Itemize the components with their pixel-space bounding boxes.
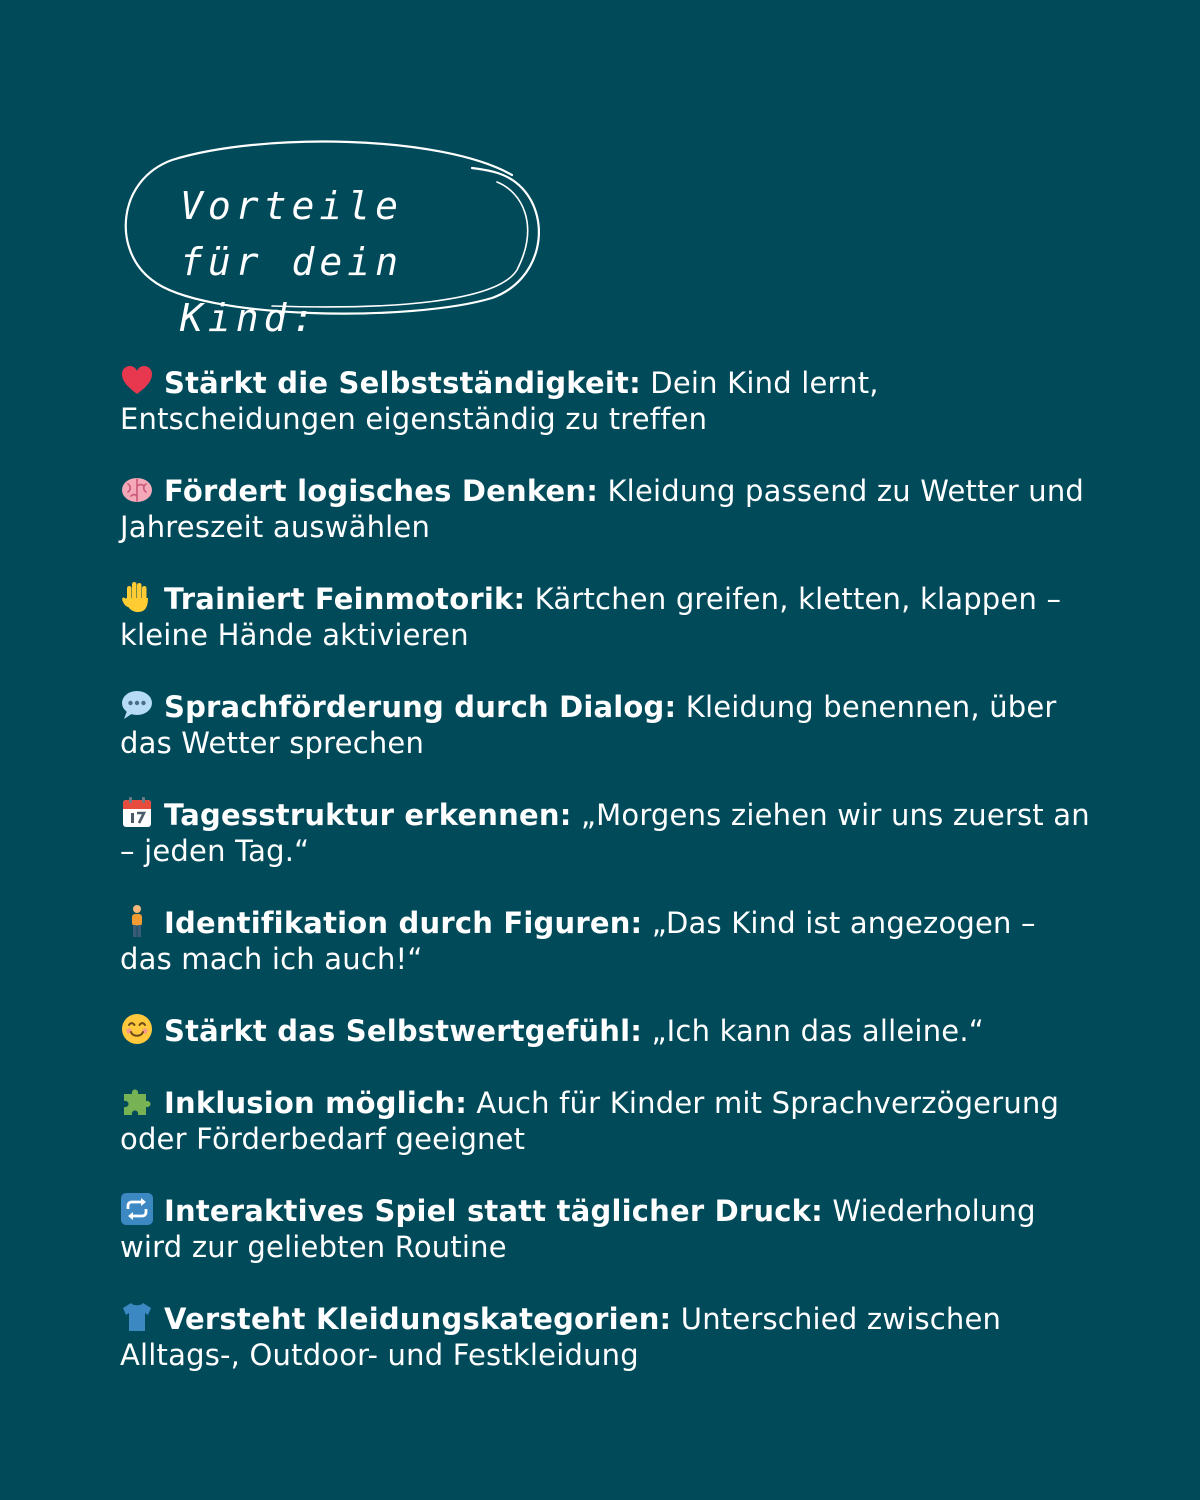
repeat-icon — [120, 1192, 154, 1226]
list-item — [120, 1084, 1090, 1157]
list-item — [120, 688, 1090, 761]
item-title: Identifikation durch Figuren: — [164, 906, 643, 940]
item-title: Fördert logisches Denken: — [164, 474, 599, 508]
item-title: Trainiert Feinmotorik: — [164, 582, 526, 616]
benefits-list — [120, 364, 1090, 1408]
item-description: „Das Kind ist angezogen – das mach ich auch!“ — [120, 906, 1036, 976]
puzzle-icon — [120, 1084, 154, 1118]
list-item — [120, 472, 1090, 545]
heading-badge — [112, 130, 552, 340]
list-item — [120, 904, 1090, 977]
list-item — [120, 1300, 1090, 1373]
heading-title — [180, 178, 552, 346]
smiling-face-icon — [120, 1012, 154, 1046]
item-description: Kleidung passend zu Wetter und Jahreszeit auswählen — [120, 474, 1085, 544]
list-item — [120, 364, 1090, 437]
person-icon — [120, 904, 154, 938]
calendar-icon — [120, 796, 154, 830]
item-description: Wiederholung wird zur geliebten Routine — [120, 1194, 1036, 1264]
item-title: Stärkt das Selbstwertgefühl: — [164, 1014, 643, 1048]
tshirt-icon — [120, 1300, 154, 1334]
item-title: Sprachförderung durch Dialog: — [164, 690, 677, 724]
item-description: Kleidung benennen, über das Wetter sprechen — [120, 690, 1057, 760]
list-item — [120, 796, 1090, 869]
item-title: Stärkt die Selbstständigkeit: — [164, 366, 641, 400]
speech-bubble-icon — [120, 688, 154, 722]
item-description: Unterschied zwischen Alltags-, Outdoor- und Festkleidung — [120, 1302, 1002, 1372]
item-title: Versteht Kleidungskategorien: — [164, 1302, 672, 1336]
list-item — [120, 1192, 1090, 1265]
item-description: „Ich kann das alleine.“ — [642, 1014, 984, 1048]
list-item — [120, 580, 1090, 653]
item-description: Kärtchen greifen, kletten, klappen – kleine Hände aktivieren — [120, 582, 1062, 652]
item-description: Dein Kind lernt, Entscheidungen eigenständig zu treffen — [120, 366, 879, 436]
item-title: Interaktives Spiel statt täglicher Druck: — [164, 1194, 823, 1228]
list-item — [120, 1012, 1090, 1049]
heart-icon — [120, 364, 154, 398]
item-title: Tagesstruktur erkennen: — [164, 798, 572, 832]
item-description: „Morgens ziehen wir uns zuerst an – jeden Tag.“ — [120, 798, 1090, 868]
heading-line-1: Vorteile — [180, 184, 404, 228]
raised-hand-icon — [120, 580, 154, 614]
brain-icon — [120, 472, 154, 506]
item-description: Auch für Kinder mit Sprachverzögerung oder Förderbedarf geeignet — [120, 1086, 1060, 1156]
item-title: Inklusion möglich: — [164, 1086, 467, 1120]
heading-line-2: für dein Kind: — [180, 240, 404, 340]
